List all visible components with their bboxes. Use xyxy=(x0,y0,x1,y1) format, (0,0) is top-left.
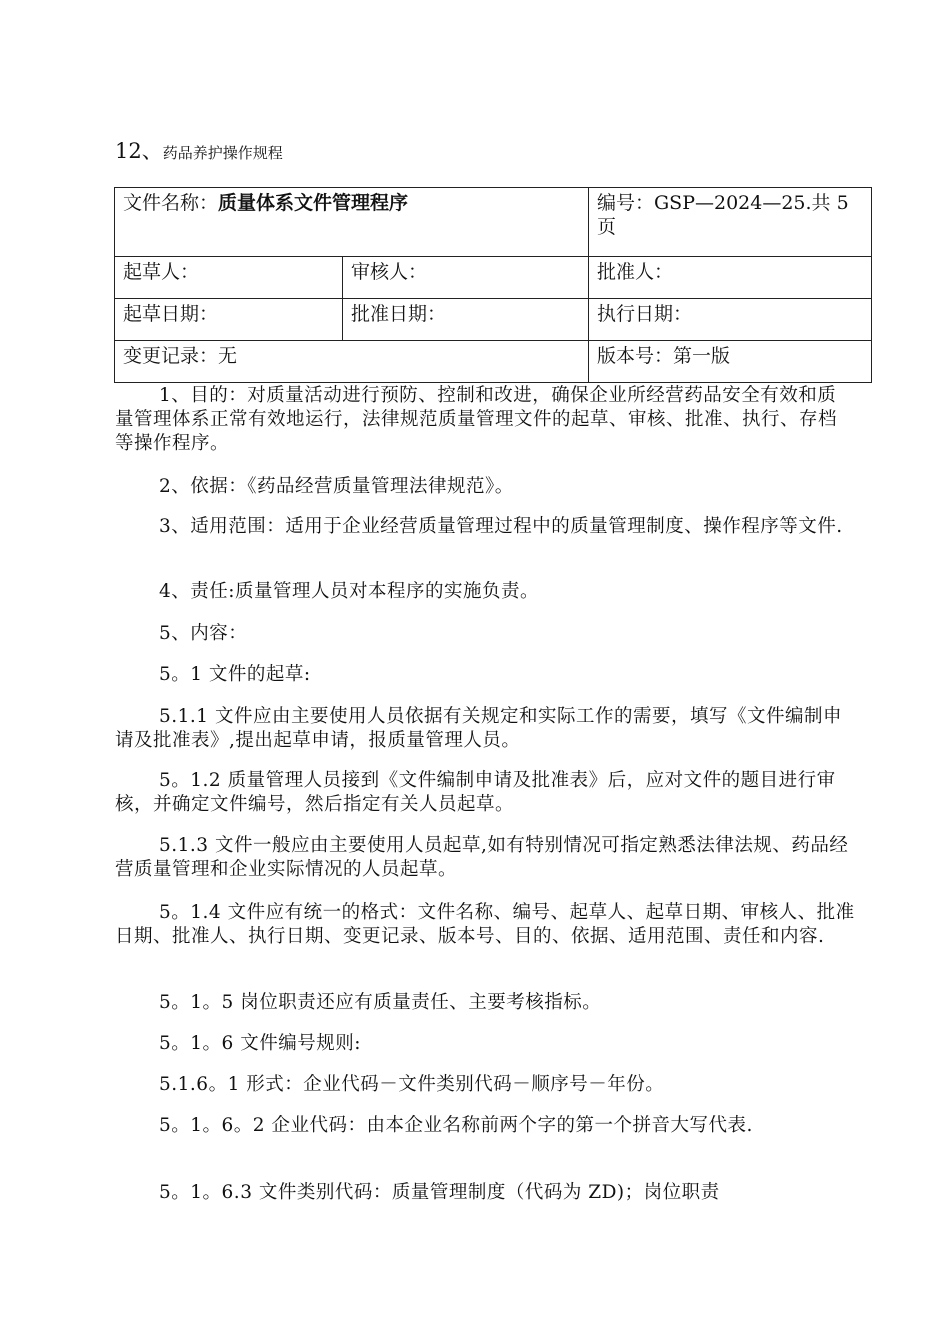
paragraph-basis: 2、依据：《药品经营质量管理法律规范》。 xyxy=(159,476,514,497)
table-row xyxy=(115,188,872,257)
paragraph-scope: 3、适用范围：适用于企业经营质量管理过程中的质量管理制度、操作程序等文件. xyxy=(159,516,843,537)
table-row xyxy=(115,299,872,341)
draft-date-cell: 起草日期： xyxy=(115,299,343,341)
paragraph-5-1-6-2: 5。1。6。2 企业代码：由本企业名称前两个字的第一个拼音大写代表. xyxy=(159,1115,753,1136)
paragraph-5-1-5: 5。1。5 岗位职责还应有质量责任、主要考核指标。 xyxy=(159,992,602,1013)
paragraph-5-1: 5。1 文件的起草: xyxy=(159,664,311,685)
drafter-cell: 起草人： xyxy=(115,257,343,299)
code-cell: 编号：GSP—2024—25.共 5 页 xyxy=(589,188,872,257)
approve-date-cell: 批准日期： xyxy=(343,299,589,341)
file-name-value: 质量体系文件管理程序 xyxy=(218,192,409,214)
table-row xyxy=(115,341,872,383)
document-info-table xyxy=(114,187,872,383)
paragraph-5-1-2: 5。1.2 质量管理人员接到《文件编制申请及批准表》后，应对文件的题目进行审核，并确定文件编号，然后指定有关人员起草。 xyxy=(115,770,836,815)
section-title: 药品养护操作规程 xyxy=(162,144,283,162)
section-number: 12、 xyxy=(115,139,163,163)
change-record-cell: 变更记录：无 xyxy=(115,341,589,383)
paragraph-5-1-6: 5。1。6 文件编号规则: xyxy=(159,1033,361,1054)
paragraph-5-1-1: 5.1.1 文件应由主要使用人员依据有关规定和实际工作的需要，填写《文件编制申请及批准表》,提出起草申请，报质量管理人员。 xyxy=(115,706,842,751)
approver-cell: 批准人： xyxy=(589,257,872,299)
section-heading xyxy=(115,138,283,166)
file-name-cell xyxy=(115,188,589,257)
version-cell: 版本号：第一版 xyxy=(589,341,872,383)
paragraph-responsibility: 4、责任:质量管理人员对本程序的实施负责。 xyxy=(159,581,540,602)
reviewer-cell: 审核人： xyxy=(343,257,589,299)
paragraph-5-1-3: 5.1.3 文件一般应由主要使用人员起草,如有特别情况可指定熟悉法律法规、药品经营质量管理和企业实际情况的人员起草。 xyxy=(115,835,849,880)
paragraph-5-1-6-3: 5。1。6.3 文件类别代码：质量管理制度（代码为 ZD)；岗位职责 xyxy=(159,1182,720,1203)
paragraph-content: 5、内容： xyxy=(159,623,248,644)
file-name-label: 文件名称： xyxy=(123,192,219,214)
exec-date-cell: 执行日期： xyxy=(589,299,872,341)
paragraph-purpose: 1、目的：对质量活动进行预防、控制和改进，确保企业所经营药品安全有效和质量管理体系正常有效地运行，法律规范质量管理文件的起草、审核、批准、执行、存档等操作程序。 xyxy=(115,385,838,454)
paragraph-5-1-6-1: 5.1.6。1 形式：企业代码－文件类别代码－顺序号－年份。 xyxy=(159,1074,665,1095)
paragraph-5-1-4: 5。1.4 文件应有统一的格式：文件名称、编号、起草人、起草日期、审核人、批准日期、批准人、执行日期、变更记录、版本号、目的、依据、适用范围、责任和内容. xyxy=(115,902,855,947)
table-row xyxy=(115,257,872,299)
